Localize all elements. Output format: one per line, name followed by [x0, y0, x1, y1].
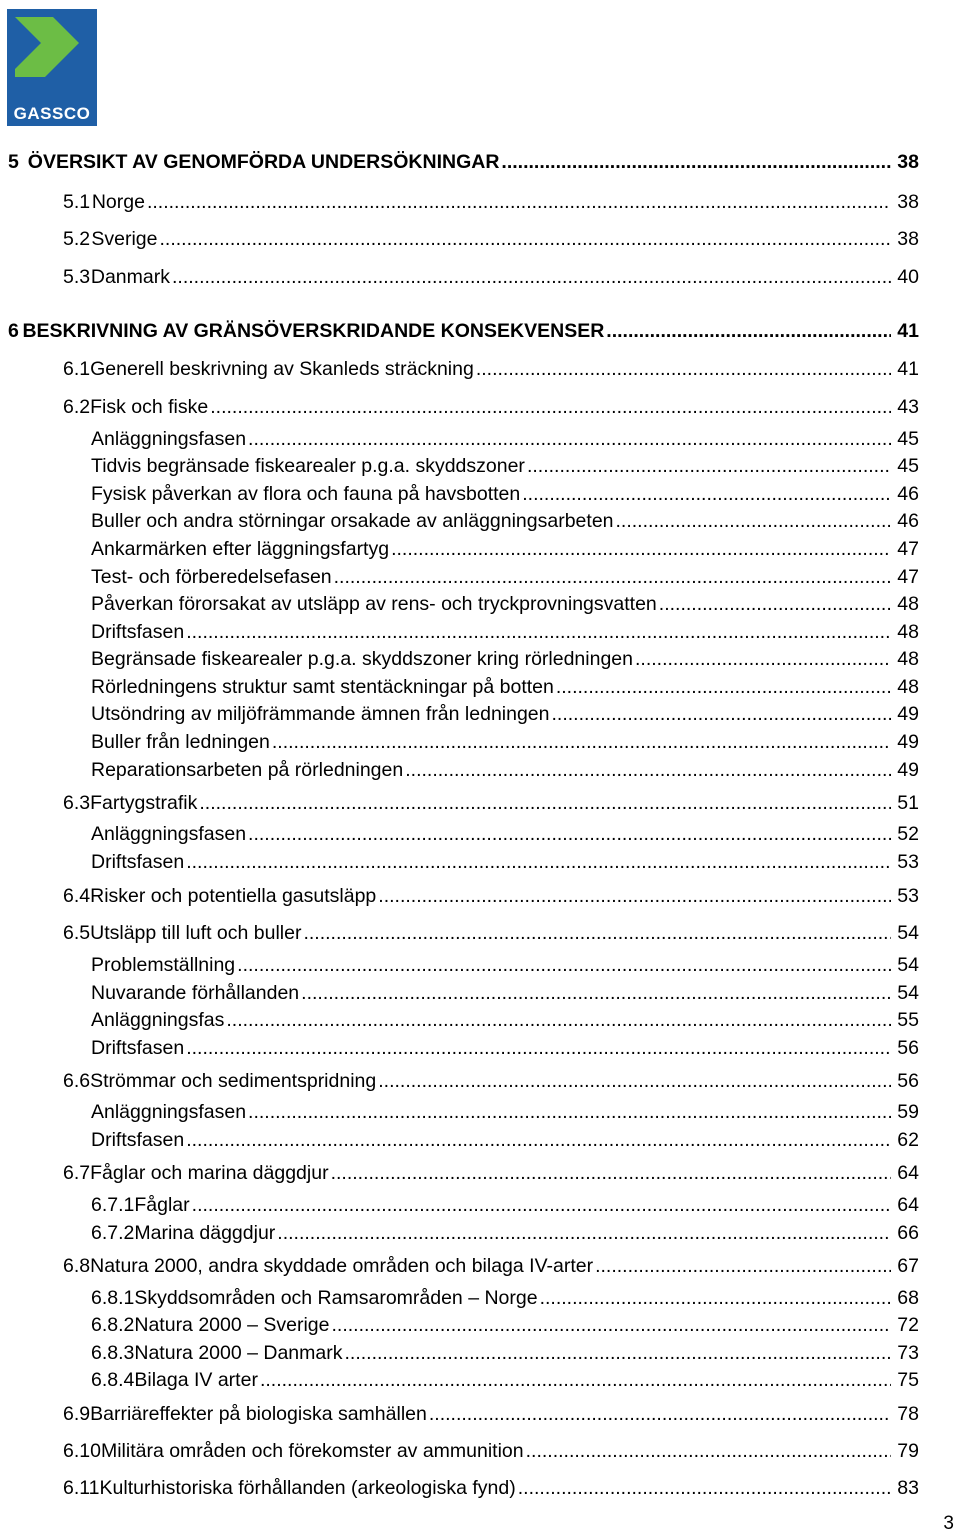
logo-wordmark: GASSCO: [13, 104, 91, 123]
toc-entry[interactable]: [91, 1313, 919, 1337]
toc-leader-dots: [522, 482, 891, 506]
toc-leader-dots: [518, 1476, 891, 1500]
toc-leader-dots: [331, 1161, 891, 1185]
toc-entry-page: 68: [897, 1287, 919, 1309]
toc-entry-title: Reparationsarbeten på rörledningen: [91, 759, 404, 781]
toc-entry[interactable]: [91, 537, 919, 561]
toc-entry-page: 38: [897, 228, 919, 250]
toc-entry-number: 6.7.1: [91, 1194, 135, 1216]
toc-entry-number: 6.7: [63, 1162, 91, 1184]
toc-entry-number: 6.4: [63, 885, 91, 907]
toc-entry-title: Anläggningsfasen: [91, 1101, 247, 1123]
toc-entry-page: 40: [897, 266, 919, 288]
toc-entry-page: 49: [897, 731, 919, 753]
toc-entry[interactable]: [91, 482, 919, 506]
toc-entry-title: Fisk och fiske: [90, 396, 209, 418]
toc-entry-page: 72: [897, 1314, 919, 1336]
toc-leader-dots: [210, 395, 891, 419]
toc-entry-number: 6.8: [63, 1255, 91, 1277]
toc-entry-page: 46: [897, 483, 919, 505]
toc-entry[interactable]: [91, 509, 919, 533]
toc-leader-dots: [429, 1402, 891, 1426]
toc-entry-number: 6.2: [63, 396, 91, 418]
toc-entry-page: 51: [897, 792, 919, 814]
toc-entry[interactable]: [91, 702, 919, 726]
toc-entry-page: 55: [897, 1009, 919, 1031]
toc-entry[interactable]: [91, 1128, 919, 1152]
toc-leader-dots: [606, 319, 891, 343]
toc-entry-title: Militära områden och förekomster av ammunition: [100, 1440, 524, 1462]
toc-entry[interactable]: [63, 265, 919, 289]
toc-leader-dots: [159, 227, 891, 251]
toc-entry-title: Natura 2000 – Sverige: [134, 1314, 330, 1336]
toc-entry-page: 38: [897, 151, 919, 173]
toc-entry-page: 48: [897, 676, 919, 698]
toc-entry-title: Problemställning: [91, 954, 236, 976]
toc-entry-page: 38: [897, 191, 919, 213]
toc-entry[interactable]: [91, 592, 919, 616]
toc-entry-page: 41: [897, 358, 919, 380]
toc-leader-dots: [186, 620, 891, 644]
toc-entry-page: 48: [897, 621, 919, 643]
toc-leader-dots: [237, 953, 891, 977]
toc-entry-title: Sverige: [91, 228, 158, 250]
toc-leader-dots: [659, 592, 891, 616]
toc-entry-page: 45: [897, 455, 919, 477]
toc-leader-dots: [172, 265, 891, 289]
toc-leader-dots: [526, 1439, 891, 1463]
toc-entry[interactable]: [91, 675, 919, 699]
toc-entry[interactable]: [63, 921, 919, 945]
toc-entry[interactable]: [63, 1439, 919, 1463]
toc-entry-title: Anläggningsfasen: [91, 823, 247, 845]
toc-entry-title: Fartygstrafik: [90, 792, 198, 814]
toc-entry-page: 52: [897, 823, 919, 845]
toc-entry-page: 48: [897, 648, 919, 670]
toc-entry[interactable]: [91, 1100, 919, 1124]
toc-leader-dots: [595, 1254, 891, 1278]
toc-entry-title: Utsläpp till luft och buller: [90, 922, 302, 944]
toc-entry-title: Utsöndring av miljöfrämmande ämnen från ledningen: [91, 703, 550, 725]
toc-leader-dots: [391, 537, 891, 561]
toc-leader-dots: [301, 981, 891, 1005]
toc-entry[interactable]: [63, 1069, 919, 1093]
toc-leader-dots: [272, 730, 891, 754]
toc-entry[interactable]: [91, 1008, 919, 1032]
toc-entry-title: Barriäreffekter på biologiska samhällen: [90, 1403, 427, 1425]
toc-entry-number: 6.10: [63, 1440, 101, 1462]
toc-entry-title: Påverkan förorsakat av utsläpp av rens- och tryckprovningsvatten: [91, 593, 657, 615]
toc-entry-page: 53: [897, 851, 919, 873]
toc-entry-number: 6.8.1: [91, 1287, 135, 1309]
toc-entry[interactable]: [91, 822, 919, 846]
toc-entry-title: BESKRIVNING AV GRÄNSÖVERSKRIDANDE KONSEKVENSER: [22, 320, 605, 342]
toc-leader-dots: [345, 1341, 892, 1365]
toc-entry[interactable]: [91, 758, 919, 782]
toc-entry[interactable]: [63, 395, 919, 419]
toc-leader-dots: [552, 702, 892, 726]
toc-leader-dots: [147, 190, 891, 214]
toc-entry-page: 73: [897, 1342, 919, 1364]
toc-entry-title: Rörledningens struktur samt stentäckningar på botten: [91, 676, 554, 698]
toc-entry-page: 45: [897, 428, 919, 450]
toc-entry[interactable]: [8, 319, 919, 343]
toc-entry-title: Driftsfasen: [91, 1129, 185, 1151]
toc-entry[interactable]: [63, 884, 919, 908]
toc-entry-page: 49: [897, 759, 919, 781]
toc-entry-title: Anläggningsfas: [91, 1009, 225, 1031]
toc-entry-page: 62: [897, 1129, 919, 1151]
toc-entry-page: 64: [897, 1162, 919, 1184]
toc-entry[interactable]: [91, 1341, 919, 1365]
toc-entry-page: 43: [897, 396, 919, 418]
toc-entry-title: Driftsfasen: [91, 851, 185, 873]
toc-entry-number: 5.3: [63, 266, 91, 288]
toc-entry-page: 54: [897, 982, 919, 1004]
toc-entry-title: Bilaga IV arter: [134, 1369, 258, 1391]
toc-leader-dots: [476, 357, 891, 381]
toc-leader-dots: [303, 921, 891, 945]
toc-entry-page: 48: [897, 593, 919, 615]
toc-leader-dots: [378, 1069, 891, 1093]
toc-entry-page: 79: [897, 1440, 919, 1462]
toc-entry[interactable]: [91, 953, 919, 977]
toc-entry[interactable]: [91, 620, 919, 644]
toc-entry-page: 59: [897, 1101, 919, 1123]
toc-entry-title: Buller och andra störningar orsakade av anläggningsarbeten: [91, 510, 614, 532]
toc-entry-page: 83: [897, 1477, 919, 1499]
toc-entry-page: 56: [897, 1070, 919, 1092]
toc-entry-page: 66: [897, 1222, 919, 1244]
toc-entry[interactable]: [91, 1286, 919, 1310]
toc-leader-dots: [378, 884, 891, 908]
toc-leader-dots: [248, 1100, 891, 1124]
toc-entry-page: 78: [897, 1403, 919, 1425]
toc-leader-dots: [248, 822, 891, 846]
toc-entry-title: Fåglar: [134, 1194, 190, 1216]
toc-leader-dots: [199, 791, 891, 815]
toc-entry-page: 41: [897, 320, 919, 342]
toc-entry-page: 75: [897, 1369, 919, 1391]
toc-entry-title: Strömmar och sedimentspridning: [90, 1070, 377, 1092]
toc-leader-dots: [277, 1221, 891, 1245]
toc-entry-title: Kulturhistoriska förhållanden (arkeologiska fynd): [99, 1477, 516, 1499]
toc-entry[interactable]: [91, 1193, 919, 1217]
toc-entry-title: Buller från ledningen: [91, 731, 270, 753]
toc-leader-dots: [616, 509, 891, 533]
toc-entry-page: 49: [897, 703, 919, 725]
toc-entry-number: 5: [8, 151, 19, 173]
toc-entry[interactable]: [91, 454, 919, 478]
toc-entry[interactable]: [63, 227, 919, 251]
toc-leader-dots: [405, 758, 891, 782]
toc-leader-dots: [186, 1036, 891, 1060]
toc-entry[interactable]: [91, 1036, 919, 1060]
toc-entry-number: 5.2: [63, 228, 91, 250]
toc-entry[interactable]: [63, 1161, 919, 1185]
toc-entry[interactable]: [91, 981, 919, 1005]
toc-entry-title: Norge: [91, 191, 145, 213]
toc-entry[interactable]: [91, 1221, 919, 1245]
toc-entry-title: Begränsade fiskearealer p.g.a. skyddszoner kring rörledningen: [91, 648, 633, 670]
toc-entry[interactable]: [63, 1254, 919, 1278]
toc-entry-title: Natura 2000, andra skyddade områden och bilaga IV-arter: [90, 1255, 594, 1277]
toc-entry-number: 5.1: [63, 191, 91, 213]
toc-entry-page: 47: [897, 538, 919, 560]
toc-entry[interactable]: [63, 791, 919, 815]
toc-entry-title: Nuvarande förhållanden: [91, 982, 300, 1004]
toc-entry-page: 53: [897, 885, 919, 907]
toc-entry-number: 6.3: [63, 792, 91, 814]
toc-entry-title: Danmark: [90, 266, 170, 288]
toc-entry-number: 6.1: [63, 358, 91, 380]
toc-entry-title: Fysisk påverkan av flora och fauna på havsbotten: [91, 483, 521, 505]
toc-leader-dots: [186, 1128, 891, 1152]
toc-entry[interactable]: [91, 647, 919, 671]
toc-entry-page: 47: [897, 566, 919, 588]
toc-entry-title: Risker och potentiella gasutsläpp: [90, 885, 377, 907]
toc-entry-title: ÖVERSIKT AV GENOMFÖRDA UNDERSÖKNINGAR: [27, 151, 500, 173]
toc-entry-page: 46: [897, 510, 919, 532]
toc-entry-number: 6.8.4: [91, 1369, 135, 1391]
toc-entry[interactable]: [91, 427, 919, 451]
toc-entry-page: 67: [897, 1255, 919, 1277]
toc-entry-title: Driftsfasen: [91, 621, 185, 643]
toc-leader-dots: [501, 150, 891, 174]
toc-entry[interactable]: [63, 1476, 919, 1500]
toc-entry[interactable]: [8, 150, 919, 174]
toc-leader-dots: [332, 1313, 892, 1337]
toc-entry-title: Test- och förberedelsefasen: [91, 566, 332, 588]
toc-entry[interactable]: [63, 1402, 919, 1426]
toc-entry-page: 54: [897, 954, 919, 976]
toc-entry[interactable]: [91, 565, 919, 589]
toc-entry-page: 64: [897, 1194, 919, 1216]
toc-entry-number: 6.9: [63, 1403, 91, 1425]
toc-entry[interactable]: [91, 1368, 919, 1392]
toc-leader-dots: [248, 427, 891, 451]
toc-entry[interactable]: [91, 730, 919, 754]
toc-entry-number: 6.5: [63, 922, 91, 944]
toc-entry[interactable]: [63, 357, 919, 381]
toc-entry-title: Fåglar och marina däggdjur: [90, 1162, 329, 1184]
toc-leader-dots: [334, 565, 891, 589]
toc-entry-title: Skyddsområden och Ramsarområden – Norge: [134, 1287, 538, 1309]
toc-leader-dots: [226, 1008, 891, 1032]
toc-leader-dots: [556, 675, 891, 699]
toc-entry-title: Tidvis begränsade fiskearealer p.g.a. skyddszoner: [91, 455, 525, 477]
toc-leader-dots: [186, 850, 891, 874]
toc-entry[interactable]: [91, 850, 919, 874]
toc-entry-number: 6.8.3: [91, 1342, 135, 1364]
toc-leader-dots: [527, 454, 891, 478]
toc-leader-dots: [192, 1193, 891, 1217]
toc-entry-title: Natura 2000 – Danmark: [134, 1342, 343, 1364]
toc-entry-number: 6.11: [63, 1477, 100, 1499]
page-number: 3: [943, 1513, 954, 1534]
toc-entry[interactable]: [63, 190, 919, 214]
toc-leader-dots: [260, 1368, 891, 1392]
toc-entry-page: 56: [897, 1037, 919, 1059]
toc-entry-title: Ankarmärken efter läggningsfartyg: [91, 538, 390, 560]
toc-entry-number: 6.6: [63, 1070, 91, 1092]
toc-entry-title: Generell beskrivning av Skanleds sträckning: [90, 358, 474, 380]
toc-leader-dots: [635, 647, 891, 671]
toc-entry-number: 6.8.2: [91, 1314, 135, 1336]
toc-entry-title: Driftsfasen: [91, 1037, 185, 1059]
toc-entry-title: Anläggningsfasen: [91, 428, 247, 450]
toc-entry-title: Marina däggdjur: [134, 1222, 276, 1244]
toc-entry-page: 54: [897, 922, 919, 944]
toc-leader-dots: [540, 1286, 891, 1310]
toc-entry-number: 6: [8, 320, 19, 342]
toc-entry-number: 6.7.2: [91, 1222, 135, 1244]
